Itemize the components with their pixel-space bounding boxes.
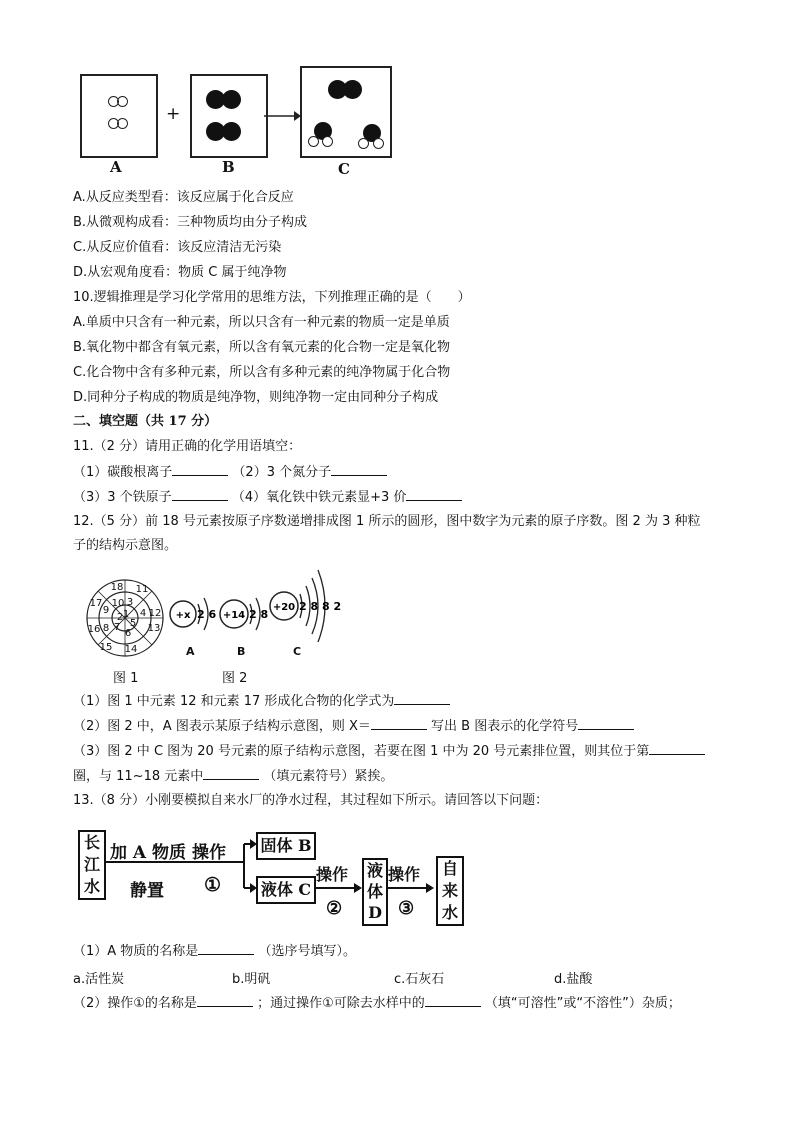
atom-diagram-b: [218, 592, 270, 636]
choice-b: b.明矾: [232, 972, 271, 987]
box-c: [300, 66, 392, 158]
flow-op2-number: ②: [326, 898, 343, 919]
answer-blank[interactable]: [172, 463, 228, 476]
q10-stem: 10.逻辑推理是学习化学常用的思维方法，下列推理正确的是（ ）: [73, 290, 471, 305]
answer-blank[interactable]: [203, 767, 259, 780]
answer-blank[interactable]: [406, 488, 462, 501]
q13-sub-2-text-b: ；通过操作①可除去水样中的: [257, 996, 425, 1011]
q13-stem: 13.（8 分）小刚要模拟自来水厂的净水过程，其过程如下所示。请回答以下问题：: [73, 793, 549, 808]
electron-shells: 2 8: [249, 608, 269, 621]
circle-number: 1: [122, 609, 130, 620]
flow-step1-number: ①: [204, 874, 222, 896]
answer-blank[interactable]: [425, 994, 481, 1007]
q13-sub-1-text-b: （选序号填写）。: [258, 944, 356, 959]
circle-number: 2: [116, 612, 124, 623]
circle-number: 16: [87, 624, 101, 635]
q10-option-a: A.单质中只含有一种元素，所以只含有一种元素的物质一定是单质: [73, 315, 450, 330]
electron-shells: 2 6: [197, 608, 217, 621]
q13-sub-2-text: （2）操作①的名称是: [73, 996, 197, 1011]
black-atom: [222, 90, 241, 109]
atom-diagram-a: [168, 592, 218, 636]
flow-solid-box: 固体 B: [256, 832, 316, 860]
label-a: A: [110, 158, 122, 176]
circle-number: 13: [147, 623, 161, 634]
answer-blank[interactable]: [578, 717, 634, 730]
flow-op3-label: 操作: [388, 865, 421, 884]
circle-number: 9: [102, 605, 110, 616]
arrow-icon: [264, 110, 302, 122]
circle-number: 17: [89, 598, 103, 609]
answer-blank[interactable]: [371, 717, 427, 730]
section-heading: 二、填空题（共 17 分）: [73, 414, 218, 429]
q9-option-b: B.从微观构成看：三种物质均由分子构成: [73, 215, 308, 230]
circle-number: 11: [135, 584, 149, 595]
circle-number: 8: [102, 623, 110, 634]
label-b: B: [222, 158, 235, 176]
choice-d: d.盐酸: [554, 972, 593, 987]
q12-sub-1-text: （1）图 1 中元素 12 和元素 17 形成化合物的化学式为: [73, 694, 395, 709]
choice-c: c.石灰石: [394, 972, 445, 987]
answer-blank[interactable]: [198, 942, 254, 955]
nucleus-charge: +20: [272, 602, 296, 613]
q12-sub-3-text-b: 圈，与 11~18 元素中: [73, 769, 204, 784]
q12-sub-2-text-b: 写出 B 图表示的化学符号: [431, 719, 579, 734]
answer-blank[interactable]: [331, 463, 387, 476]
circle-number: 14: [124, 644, 138, 655]
flow-liquid-d-box: 液 体 D: [362, 858, 388, 926]
atom-label-a: A: [186, 645, 195, 658]
q12-sub-3: [73, 742, 705, 761]
white-atom: [322, 136, 333, 147]
circle-number: 7: [113, 622, 121, 633]
electron-shells: 2 8 8 2: [299, 600, 342, 613]
q10-option-c: C.化合物中含有多种元素，所以含有多种元素的纯净物属于化合物: [73, 365, 451, 380]
black-atom: [343, 80, 362, 99]
q12-sub-2-text: （2）图 2 中，A 图表示某原子结构示意图，则 X＝: [73, 719, 371, 734]
circle-number: 18: [110, 582, 124, 593]
circle-number: 3: [126, 597, 134, 608]
element-circle-figure: [84, 576, 166, 662]
flow-step1-top: 加 A 物质 操作: [110, 843, 226, 863]
white-atom: [358, 138, 369, 149]
q12-sub-3-text-c: （填元素符号）紧挨。: [263, 769, 394, 784]
q11-row-2: [73, 488, 462, 507]
white-atom: [373, 138, 384, 149]
figure-1-caption: 图 1: [113, 671, 139, 686]
answer-blank[interactable]: [649, 742, 705, 755]
q10-option-b: B.氧化物中都含有氧元素，所以含有氧元素的化合物一定是氧化物: [73, 340, 451, 355]
flow-op2-label: 操作: [316, 865, 349, 884]
white-atom: [117, 118, 128, 129]
q11-part-2: （2）3 个氮分子: [232, 465, 332, 480]
figure-2-caption: 图 2: [222, 671, 248, 686]
q13-sub-1: [73, 942, 356, 961]
circle-number: 6: [124, 628, 132, 639]
q11-stem: 11.（2 分）请用正确的化学用语填空：: [73, 439, 302, 454]
q12-stem-1: 12.（5 分）前 18 号元素按原子序数递增排成图 1 所示的圆形，图中数字为元素的原子序数。图 2 为 3 种粒: [73, 514, 701, 529]
plus-sign: +: [166, 104, 181, 124]
box-b: [190, 74, 268, 158]
flow-product-box: 自 来 水: [436, 856, 464, 926]
nucleus-charge: +x: [175, 610, 191, 621]
circle-number: 10: [111, 598, 125, 609]
q11-part-1: （1）碳酸根离子: [73, 465, 173, 480]
atom-diagram-c: [268, 568, 342, 644]
circle-number: 4: [139, 608, 147, 619]
q9-option-c: C.从反应价值看：该反应清洁无污染: [73, 240, 282, 255]
white-atom: [308, 136, 319, 147]
q12-sub-3-cont: [73, 767, 393, 786]
q13-sub-2-text-c: （填“可溶性”或“不溶性”）杂质；: [484, 996, 681, 1011]
q13-sub-1-text: （1）A 物质的名称是: [73, 944, 199, 959]
answer-blank[interactable]: [172, 488, 228, 501]
q11-row-1: [73, 463, 387, 482]
circle-number: 12: [148, 608, 162, 619]
q12-sub-2: [73, 717, 634, 736]
q9-option-d: D.从宏观角度看：物质 C 属于纯净物: [73, 265, 287, 280]
black-atom: [222, 122, 241, 141]
q12-sub-3-text: （3）图 2 中 C 图为 20 号元素的原子结构示意图，若要在图 1 中为 20 号元素排位置，则其位于第: [73, 744, 650, 759]
q11-part-3: （3）3 个铁原子: [73, 490, 172, 505]
q12-stem-2: 子的结构示意图。: [73, 538, 178, 553]
q12-sub-1: [73, 692, 450, 711]
nucleus-charge: +14: [222, 610, 246, 621]
atom-label-b: B: [237, 645, 246, 658]
choice-a: a.活性炭: [73, 972, 125, 987]
white-atom: [117, 96, 128, 107]
circle-number: 5: [129, 618, 137, 629]
q10-option-d: D.同种分子构成的物质是纯净物，则纯净物一定由同种分子构成: [73, 390, 439, 405]
flow-step1-bottom: 静置: [130, 881, 164, 901]
atom-label-c: C: [293, 645, 302, 658]
q9-option-a: A.从反应类型看：该反应属于化合反应: [73, 190, 294, 205]
q13-sub-2: [73, 994, 681, 1013]
box-a: [80, 74, 158, 158]
flow-op3-number: ③: [398, 898, 415, 919]
answer-blank[interactable]: [197, 994, 253, 1007]
q11-part-4: （4）氧化铁中铁元素显+3 价: [231, 490, 407, 505]
circle-number: 15: [99, 642, 113, 653]
answer-blank[interactable]: [394, 692, 450, 705]
flow-liquid-c-box: 液体 C: [256, 876, 316, 904]
label-c: C: [338, 160, 350, 178]
flow-source-box: 长 江 水: [78, 830, 106, 900]
